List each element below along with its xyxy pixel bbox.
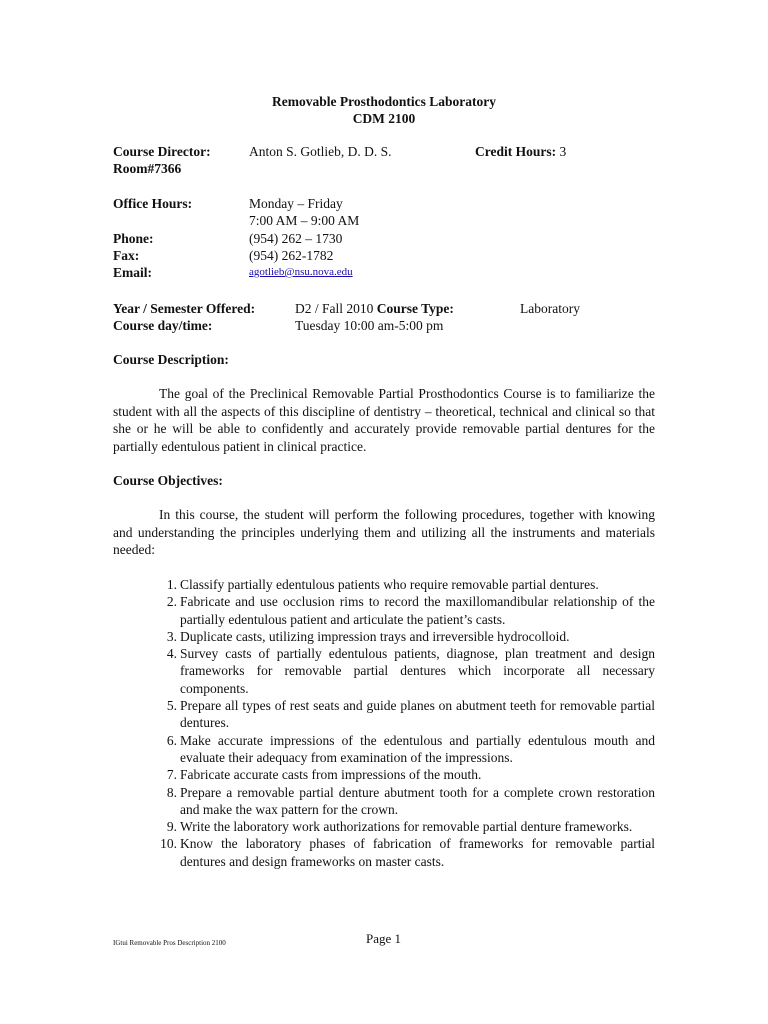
course-code: CDM 2100	[352, 111, 416, 126]
objective-number: 2.	[166, 594, 177, 610]
objectives-heading: Course Objectives:	[113, 473, 223, 488]
objective-item	[113, 766, 655, 783]
objective-item	[113, 784, 655, 819]
year-label: Year / Semester Offered:	[113, 301, 256, 316]
description-text: The goal of the Preclinical Removable Partial Prosthodontics Course is to familiarize the student with all the aspects of this discipline of dentistry – theoretical, technical and clinical so that she or he will be able to confidently and accurately provide removable partial dentures for the partially edentulous patient in clinical practice.	[113, 386, 655, 454]
objectives-intro: In this course, the student will perform the following procedures, together with knowing and understanding the principles underlying them and utilizing all the instruments and materials needed:	[113, 507, 655, 557]
objective-number: 1.	[166, 577, 177, 592]
objective-number: 9.	[166, 819, 177, 835]
objective-item	[113, 593, 655, 628]
day-label: Course day/time:	[113, 318, 213, 333]
credit-hours	[475, 143, 566, 160]
objective-number: 5.	[166, 698, 177, 714]
objective-item	[113, 697, 655, 732]
objective-item	[113, 645, 655, 697]
objective-text: Survey casts of partially edentulous patients, diagnose, plan treatment and design frameworks for removable partial dentures which incorporate all necessary components.	[180, 646, 655, 696]
year-and-type	[295, 300, 454, 317]
description-heading: Course Description:	[113, 352, 229, 367]
credit-label: Credit Hours:	[475, 144, 557, 159]
objective-item	[113, 628, 655, 645]
type-label: Course Type:	[376, 301, 454, 316]
course-title: Removable Prosthodontics Laboratory	[272, 94, 496, 109]
objective-item	[113, 576, 655, 593]
office-hours-label: Office Hours:	[113, 196, 193, 211]
objective-number: 10.	[160, 836, 177, 852]
room-label: Room#7366	[113, 161, 182, 176]
objective-number: 3.	[166, 628, 177, 644]
phone-value: (954) 262 – 1730	[249, 231, 343, 246]
objective-text: Make accurate impressions of the edentulous and partially edentulous mouth and evaluate their adequacy from examination of the impressions.	[180, 732, 655, 765]
objective-number: 7.	[166, 767, 177, 783]
objective-number: 6.	[166, 732, 177, 748]
page-number: Page 1	[366, 931, 402, 946]
objective-text: Classify partially edentulous patients who require removable partial dentures.	[180, 577, 599, 592]
email-label: Email:	[113, 265, 152, 280]
objective-text: Know the laboratory phases of fabrication of frameworks for removable partial dentures and design frameworks on master casts.	[180, 836, 655, 869]
office-time: 7:00 AM – 9:00 AM	[249, 213, 360, 228]
fax-value: (954) 262-1782	[249, 248, 334, 263]
objective-number: 8.	[166, 784, 177, 800]
director-value: Anton S. Gotlieb, D. D. S.	[249, 144, 392, 159]
objective-item	[113, 818, 655, 835]
objective-text: Fabricate and use occlusion rims to record the maxillomandibular relationship of the partially edentulous patient and articulate the patient’s casts.	[180, 594, 655, 627]
fax-label: Fax:	[113, 248, 140, 263]
phone-label: Phone:	[113, 231, 154, 246]
objective-item	[113, 732, 655, 767]
office-days: Monday – Friday	[249, 196, 343, 211]
objective-text: Duplicate casts, utilizing impression trays and irreversible hydrocolloid.	[180, 628, 570, 644]
objectives-list	[113, 576, 655, 870]
director-label: Course Director:	[113, 144, 211, 159]
objective-item	[113, 835, 655, 870]
objective-text: Prepare all types of rest seats and guide planes on abutment teeth for removable partial dentures.	[180, 698, 655, 731]
year-value: D2 / Fall 2010	[295, 301, 374, 316]
objective-text: Prepare a removable partial denture abutment tooth for a complete crown restoration and make the wax pattern for the crown.	[180, 784, 655, 817]
objective-number: 4.	[166, 646, 177, 662]
credit-value: 3	[559, 144, 567, 159]
footer-filename: IGtui Removable Pros Description 2100	[113, 939, 226, 947]
objective-text: Write the laboratory work authorizations for removable partial denture frameworks.	[180, 819, 633, 835]
type-value: Laboratory	[520, 301, 580, 316]
objective-text: Fabricate accurate casts from impressions of the mouth.	[180, 767, 482, 783]
day-value: Tuesday 10:00 am-5:00 pm	[295, 318, 444, 333]
email-link[interactable]: agotlieb@nsu.nova.edu	[249, 266, 353, 278]
